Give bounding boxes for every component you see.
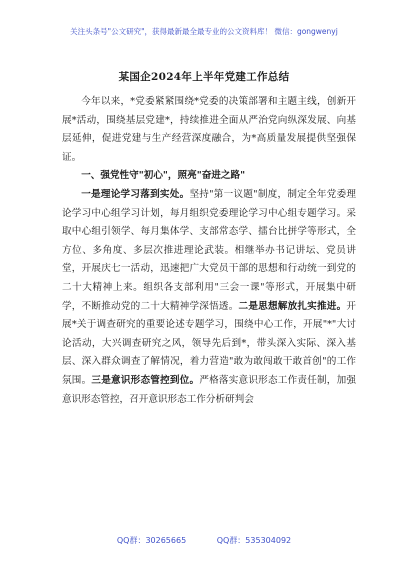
point-3-text: 严格落实意识形态工作责任制，加强意识形态管控，召开意识形态工作分析研判会	[62, 374, 357, 405]
document-body	[62, 93, 356, 409]
point-3-lead: 三是意识形态管控到位。	[91, 374, 200, 386]
document-title: 某国企2024年上半年党建工作总结	[118, 71, 290, 83]
point-2-text: 开展*关于调查研究的重要论述专题学习，围绕中心工作，开展"*"大讨论活动，大兴调查研究之风，领导先后到*，带头深入实际、深入基层、深入群众调查了解情况，着力营造"敢为敢闯敢干敢首创"的工作氛围。	[62, 300, 357, 386]
qq-group-2: QQ群：535304092	[216, 536, 292, 545]
point-1-text: 坚持"第一议题"制度，制定全年党委理论学习中心组学习计划，每月组织党委理论学习中心组专题学习。采取中心组引领学、每月集体学、支部常态学、擂台比拼学等形式，全方位、多角度、多层次推进理论武装。相继举办书记讲坛、党员讲堂，开展庆七一活动，迅速把广大党员干部的思想和行动统一到党的二十大精神上来。组织各支部利用"三会一课"等形式，开展集中研学，不断推动党的二十大精神学深悟透。	[62, 188, 356, 312]
point-2-lead: 二是思想解放扎实推进。	[238, 300, 347, 312]
qq-group-1: QQ群：30265665	[116, 536, 187, 545]
section-heading: 一、强党性守"初心"，照亮"奋进之路"	[81, 170, 246, 182]
intro-paragraph: 今年以来，*党委紧紧围绕*党委的决策部署和主题主线，创新开展*活动，围绕基层党建*，持续推进全面从严治党向纵深发展、向基层延伸，促进党建与生产经营深度融合，为*高质量发展提供坚强保证。	[62, 96, 356, 163]
header-banner: 关注头条号"公文研究"，获得最新最全最专业的公文资料库！ 微信：gongwenyj	[70, 27, 338, 36]
point-1-lead: 一是理论学习落到实处。	[81, 188, 190, 200]
page-footer	[0, 535, 408, 546]
body-paragraph	[62, 186, 356, 409]
